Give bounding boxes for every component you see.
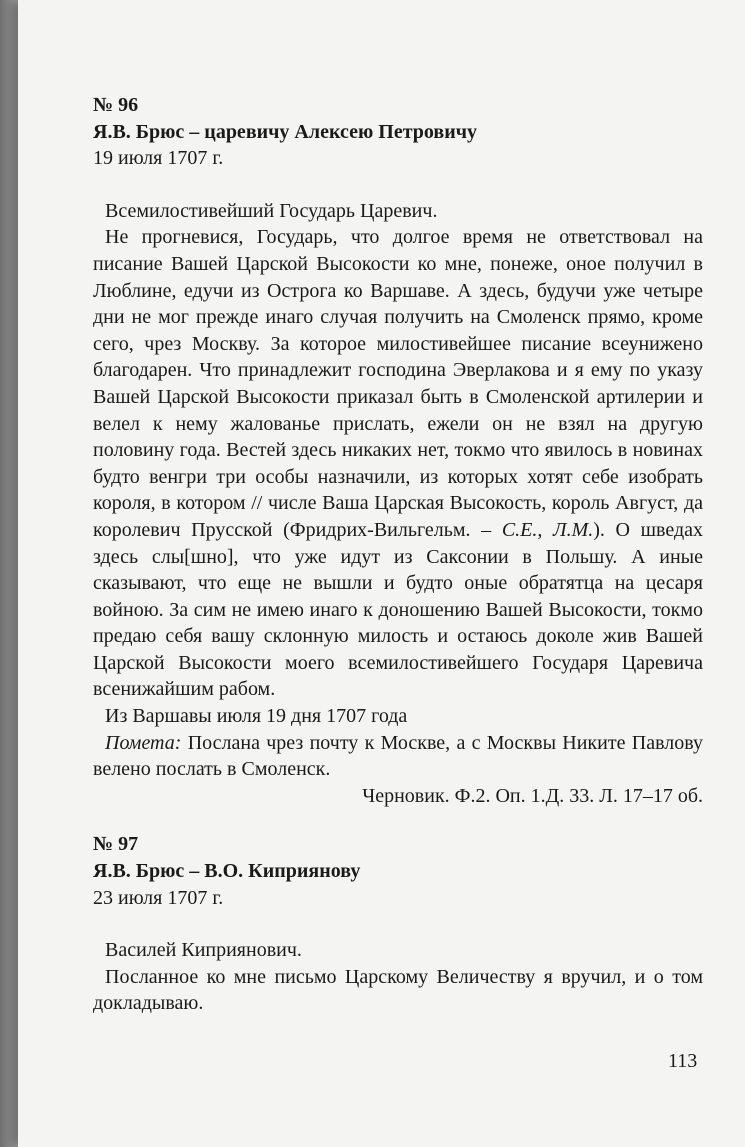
page-content xyxy=(93,92,703,1039)
note-label: Помета: xyxy=(105,731,182,754)
document-title: Я.В. Брюс – царевичу Алексею Петровичу xyxy=(93,120,477,143)
document-96 xyxy=(93,92,703,809)
letter-greeting: Всемилостивейший Государь Царевич. xyxy=(105,199,438,222)
note-text: Послана чрез почту к Москве, а с Москвы Никите Павлову велено послать в Смоленск. xyxy=(93,731,703,781)
editor-initials: С.Е., Л.М. xyxy=(501,518,594,541)
document-title: Я.В. Брюс – В.О. Киприянову xyxy=(93,860,361,883)
archival-note xyxy=(93,730,703,783)
document-date: 19 июля 1707 г. xyxy=(93,147,224,170)
letter-body-part2: ). О шведах здесь слы[шно], что уже идут из Саксонии в Польшу. А иные сказывают, что еще не вышли и будто оные обратятца на цесаря войною. За сим не имею инаго к доношению Вашей Высокости, токмо предаю себя вашу склонную милость и остаюсь доколе жив Вашей Царской Высокости моего всемилостивейшего Государя Царевича всенижайшим рабом. xyxy=(93,518,704,701)
book-page xyxy=(18,0,745,1147)
letter-closing: Из Варшавы июля 19 дня 1707 года xyxy=(105,705,408,728)
page-number: 113 xyxy=(668,1050,698,1072)
letter-body: Посланное ко мне письмо Царскому Величеству я вручил, и о том докладываю. xyxy=(93,965,703,1015)
letter-greeting: Василей Киприянович. xyxy=(105,939,302,962)
letter-body xyxy=(93,224,703,703)
document-date: 23 июля 1707 г. xyxy=(93,886,224,909)
document-number: № 96 xyxy=(93,94,139,116)
archival-source: Черновик. Ф.2. Оп. 1.Д. 33. Л. 17–17 об. xyxy=(362,784,703,807)
document-number: № 97 xyxy=(93,833,139,856)
document-97 xyxy=(93,831,703,1017)
page-shadow-edge xyxy=(0,0,18,1147)
letter-body-part1: Не прогневися, Государь, что долгое время не ответствовал на писание Вашей Царской Высокости ко мне, понеже, оное получил в Люблине, едучи из Острога ко Варшаве. А здесь, будучи уже четыре дни не мог прежде инаго случая получить на Смоленск прямо, кроме сего, чрез Москву. За которое милостивейшее писание всеунижено благодарен. Что принадлежит господина Эверлакова и я ему по указу Вашей Царской Высокости приказал быть в Смоленской артилерии и велел к нему жалованье прислать, ежели он не взял на другую половину года. Вестей здесь никаких нет, токмо что явилось в новинах будто венгри три особы назначили, из которых хотят себе изобрать короля, в котором // числе Ваша Царская Высокость, король Август, да королевич Прусской (Фридрих-Вильгельм. – xyxy=(93,226,703,541)
